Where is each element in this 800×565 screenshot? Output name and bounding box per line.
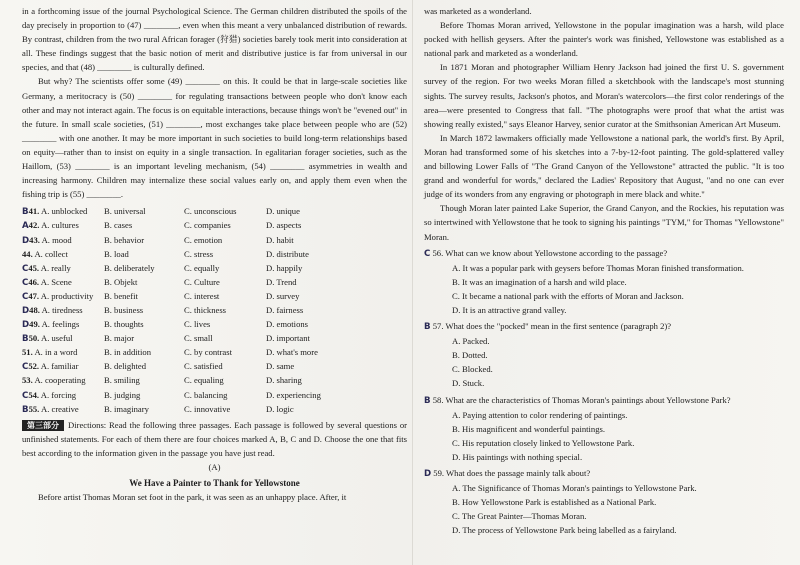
question-58: [424, 393, 784, 464]
answer-option: D. It is an attractive grand valley.: [452, 304, 567, 315]
handwritten-answer: C: [22, 362, 29, 373]
handwritten-answer: B: [22, 334, 29, 345]
question-56: [424, 246, 784, 317]
handwritten-answer: C: [22, 277, 29, 288]
cloze-paragraph-1: in a forthcoming issue of the journal Psychological Science. The German children distributed the spoils of the day precisely in proportion to (47) ________, even when this meant a very unbalanced distribution of rewards. By contrast, children from the two rural African forager (狩猎) societies barely took merit into consideration at all. These findings suggest that the basic notion of merit and distributive justice is far from universal in our species, and that (48) ________ is culturally defined.: [22, 6, 407, 73]
handwritten-answer: B: [22, 404, 29, 415]
question-59: [424, 466, 784, 537]
cloze-paragraph-2: But why? The scientists offer some (49) ________ on this. It could be that in large-scale societies like Germany, a meritocracy is (50) ________ for regulating transactions between people who don't know each other and may not interact again. The focus is on equitable interactions, because things won't be "evened out" in the future. In small scale societies, (51) ________, most exchanges take place between people who are (52) ________ with one another. It may be more important in such societies to build long-term relationships based on equity—rather than to insist on equity in a single transaction. In egalitarian forager societies, such as the Haillom, (53) ________ is an important leveling mechanism, (54) ________ asymmetries in wealth and increasing harmony. Children may internalize these social values early on, and apply them even when the fishing trip is (55) ________.: [22, 76, 407, 200]
option-row-43: D43. A. mood B. behavior C. emotion D. habit: [22, 234, 294, 246]
directions: 第三部分 Directions: Read the following three passages. Each passage is followed by several questions or unfinished statements. For each of them there are four choices marked A, B, C and D. Choose the one that fits best according to the information given in the passage you have just read.: [22, 419, 407, 458]
question-stem: 58. What are the characteristics of Thomas Moran's paintings about Yellowstone Park?: [432, 394, 731, 405]
passage-first-line: Before artist Thomas Moran set foot in the park, it was seen as an unhappy place. After, it: [38, 492, 347, 503]
option-row-47: C47. A. productivity B. benefit C. interest D. survey: [22, 290, 300, 302]
question-stem: 59. What does the passage mainly talk about?: [433, 468, 591, 478]
option-row-50: B50. A. useful B. major C. small D. important: [22, 333, 310, 345]
right-column: [424, 4, 784, 537]
answer-option: C. It became a national park with the efforts of Moran and Jackson.: [452, 290, 684, 301]
handwritten-answer: C: [424, 248, 431, 259]
passage-paragraph-4: In March 1872 lawmakers officially made Yellowstone a national park, the world's first. By April, Moran had transformed some of his sketches into a 7-by-12-foot painting. The gold-splattered valley and billowing Lower Falls of "The Grand Canyon of the Yellowstone" attracted the public. "It is too grand and wonderful for words," declared the Ladies' Repository that August, "and no one can ever judge of its wonders from any engraving or photograph in mere black and white.": [424, 132, 784, 200]
answer-option: B. It was an imagination of a harsh and wild place.: [452, 276, 627, 287]
passage-paragraph-3: In 1871 Moran and photographer William Henry Jackson had joined the first U. S. government survey of the region. For two weeks Moran filled a sketchbook with the landscape's most stunning sights. The survey results, Jackson's photos, and Moran's watercolors—the first color renderings of the area—were presented to Congress that fall. "The photographs were proof that what the artist was showing really existed," says Eleanor Harvey, senior curator at the Smithsonian American Art Museum.: [424, 62, 784, 129]
answer-option: C. Blocked.: [452, 364, 493, 375]
option-row-52: C52. A. familiar B. delighted C. satisfied D. same: [22, 361, 295, 373]
handwritten-answer: B: [424, 395, 431, 406]
answer-option: C. The Great Painter—Thomas Moran.: [452, 511, 587, 522]
answer-option: D. His paintings with nothing special.: [452, 451, 583, 462]
handwritten-answer: D: [22, 320, 30, 331]
handwritten-answer: B: [424, 322, 431, 333]
handwritten-answer: A: [22, 221, 29, 232]
handwritten-answer: C: [22, 263, 29, 274]
handwritten-answer: D: [22, 305, 30, 316]
question-stem: 56. What can we know about Yellowstone according to the passage?: [432, 247, 668, 258]
option-row-55: B55. A. creative B. imaginary C. innovative D. logic: [22, 403, 294, 415]
answer-option: A. It was a popular park with geysers before Thomas Moran finished transformation.: [452, 262, 744, 273]
handwritten-answer: D: [22, 235, 30, 246]
answer-option: D. Stuck.: [452, 378, 485, 389]
option-row-42: A42. A. cultures B. cases C. companies D. aspects: [22, 220, 302, 232]
option-row-44: 44. A. collect B. load C. stress D. distribute: [22, 248, 309, 259]
answer-option: A. The Significance of Thomas Moran's paintings to Yellowstone Park.: [452, 483, 697, 494]
option-row-41: B41. A. unblocked B. universal C. unconscious D. unique: [22, 206, 300, 218]
option-row-48: D48. A. tiredness B. business C. thickness D. fairness: [22, 304, 304, 316]
option-row-49: D49. A. feelings B. thoughts C. lives D. emotions: [22, 319, 309, 331]
passage-paragraph-2: Before Thomas Moran arrived, Yellowstone in the popular imagination was a harsh, wild place pocked with hellish geysers. After the painter's work was finished, Yellowstone was established as a national park and marketed as a wonderland.: [424, 20, 784, 59]
passage-paragraph-1: was marketed as a wonderland.: [424, 6, 532, 16]
question-stem: 57. What does the "pocked" mean in the first sentence (paragraph 2)?: [432, 321, 672, 332]
option-row-46: C46. A. Scene B. Objekt C. Culture D. Trend: [22, 276, 297, 288]
passage-label: (A): [208, 462, 221, 472]
left-column: [22, 4, 407, 504]
handwritten-answer: C: [22, 291, 29, 302]
option-row-51: 51. A. in a word B. in addition C. by contrast D. what's more: [22, 347, 318, 358]
option-row-45: C45. A. really B. deliberately C. equally D. happily: [22, 262, 303, 274]
question-57: [424, 319, 784, 390]
answer-option: A. Paying attention to color rendering of paintings.: [452, 409, 628, 420]
column-divider: [412, 0, 413, 565]
answer-option: C. His reputation closely linked to Yellowstone Park.: [452, 437, 635, 448]
answer-option: A. Packed.: [452, 336, 490, 347]
section-label: 第三部分: [22, 420, 64, 431]
passage-paragraph-5: Though Moran later painted Lake Superior, the Grand Canyon, and the Rockies, his reputation was so intertwined with Yellowstone that he took to signing his paintings "TYM," for Thomas "Yellowstone" Moran.: [424, 203, 784, 242]
answer-option: B. Dotted.: [452, 350, 488, 361]
passage-title: We Have a Painter to Thank for Yellowstone: [129, 478, 300, 489]
option-row-54: C54. A. forcing B. judging C. balancing D. experiencing: [22, 389, 321, 401]
cloze-options: [22, 204, 407, 415]
handwritten-answer: D: [424, 469, 432, 479]
answer-option: D. The process of Yellowstone Park being labelled as a fairyland.: [452, 525, 677, 536]
handwritten-answer: B: [22, 207, 29, 218]
handwritten-answer: C: [22, 390, 29, 401]
option-row-53: 53. A. cooperating B. smiling C. equaling D. sharing: [22, 375, 302, 386]
answer-option: B. His magnificent and wonderful paintings.: [452, 423, 605, 434]
answer-option: B. How Yellowstone Park is established as a National Park.: [452, 497, 657, 508]
